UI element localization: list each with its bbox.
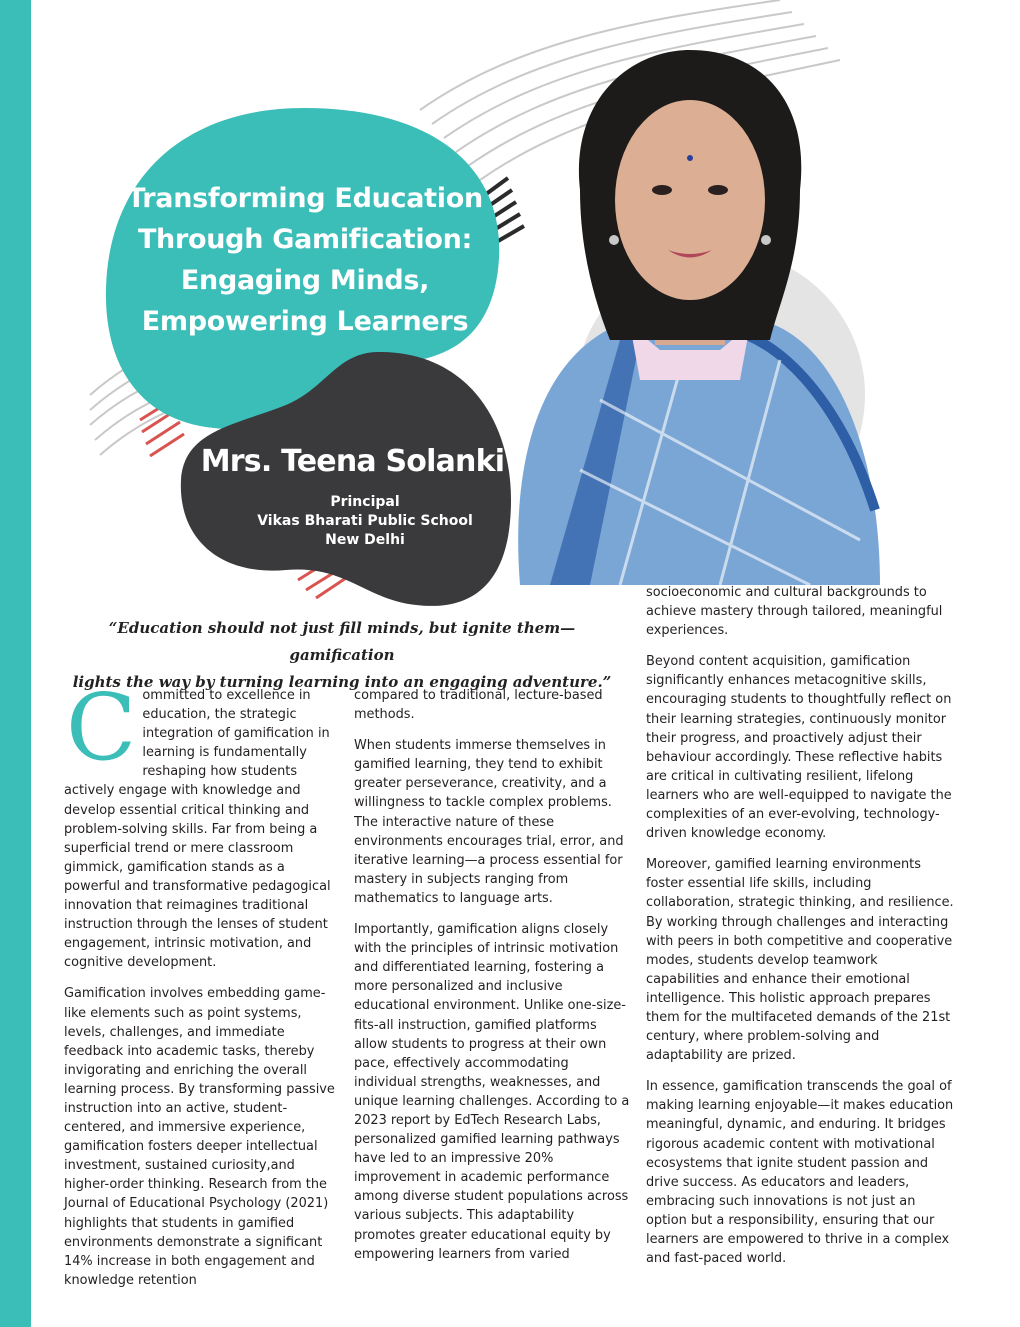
paragraph-text: ommitted to excellence in education, the strategic integration of gamification in learning is fundamentally reshaping how students actively engage with knowledge and develop essential critical thinking and problem-solving skills. Far from being a superficial trend or mere classroom gimmick, gamification stands as a powerful and transformative pedagogical innovation that reimagines traditional instruction through the lenses of student engagement, intrinsic motivation, and cognitive development. (64, 688, 331, 971)
paragraph: Beyond content acquisition, gamification significantly enhances metacognitive skills, encouraging students to thoughtfully reflect on their learning strategies, continuously monitor their progress, and proactively adjust their behaviour accordingly. These reflective habits are critical in cultivating resilient, lifelong learners who are well-equipped to navigate the complexities of an ever-evolving, technology-driven knowledge economy. (646, 654, 952, 842)
quote-line: lights the way by turning learning into an engaging adventure.” (72, 673, 612, 691)
drop-cap: C (66, 674, 137, 781)
title-line: Engaging Minds, (180, 265, 430, 296)
quote-line: “Education should not just fill minds, but ignite them—gamification (108, 619, 576, 664)
pull-quote (72, 615, 612, 696)
paragraph: socioeconomic and cultural backgrounds to achieve mastery through tailored, meaningful experiences. (646, 585, 943, 639)
author-details (230, 493, 500, 550)
text-column-2 (354, 686, 632, 1276)
author-blob-shape (176, 350, 516, 610)
paragraph: When students immerse themselves in gamified learning, they tend to exhibit greater perseverance, creativity, and a willingness to tackle complex problems. The interactive nature of these environments encourages trial, error, and iterative learning—a process essential for mastery in subjects ranging from mathematics to language arts. (354, 738, 624, 906)
paragraph: In essence, gamification transcends the goal of making learning enjoyable—it makes education meaningful, dynamic, and enduring. It bridges rigorous academic content with motivational ecosystems that ignite student passion and drive success. As educators and leaders, embracing such innovations is not just an option but a responsibility, ensuring that our learners are empowered to thrive in a complex and fast-paced world. (646, 1079, 954, 1267)
title-line: Transforming Education (127, 183, 483, 214)
author-school: Vikas Bharati Public School (257, 513, 473, 529)
title-line: Empowering Learners (141, 306, 469, 337)
paragraph: compared to traditional, lecture-based methods. (354, 688, 603, 723)
title-line: Through Gamification: (137, 224, 473, 255)
author-city: New Delhi (325, 532, 405, 548)
paragraph (64, 674, 337, 972)
author-role: Principal (330, 494, 400, 510)
paragraph: Gamification involves embedding game-like elements such as point systems, levels, challenges, and immediate feedback into academic tasks, thereby invigorating and enriching the overall learning process. By transforming passive instruction into an active, student-centered, and immersive experience, gamification fosters deeper intellectual investment, sustained curiosity,and higher-order thinking. Research from the Journal of Educational Psychology (2021) highlights that students in gamified environments demonstrate a significant 14% increase in both engagement and knowledge retention (64, 986, 335, 1288)
portrait-photo (480, 40, 900, 585)
text-column-1 (64, 674, 337, 1302)
author-name: Mrs. Teena Solanki (200, 444, 505, 479)
text-column-3 (646, 583, 954, 1280)
article-title (115, 178, 495, 342)
paragraph: Moreover, gamified learning environments foster essential life skills, including collaboration, strategic thinking, and resilience. By working through challenges and interacting with peers in both competitive and cooperative modes, students develop teamwork capabilities and enhance their emotional intelligence. This holistic approach prepares them for the multifaceted demands of the 21st century, where problem-solving and adaptability are prized. (646, 857, 954, 1064)
paragraph: Importantly, gamification aligns closely with the principles of intrinsic motivation and differentiated learning, fostering a more personalized and inclusive educational environment. Unlike one-size-fits-all instruction, gamified platforms allow students to progress at their own pace, effectively accommodating individual strengths, weaknesses, and unique learning challenges. According to a 2023 report by EdTech Research Labs, personalized gamified learning pathways have led to an impressive 20% improvement in academic performance among diverse student populations across various subjects. This adaptability promotes greater educational equity by empowering learners from varied (354, 922, 630, 1262)
